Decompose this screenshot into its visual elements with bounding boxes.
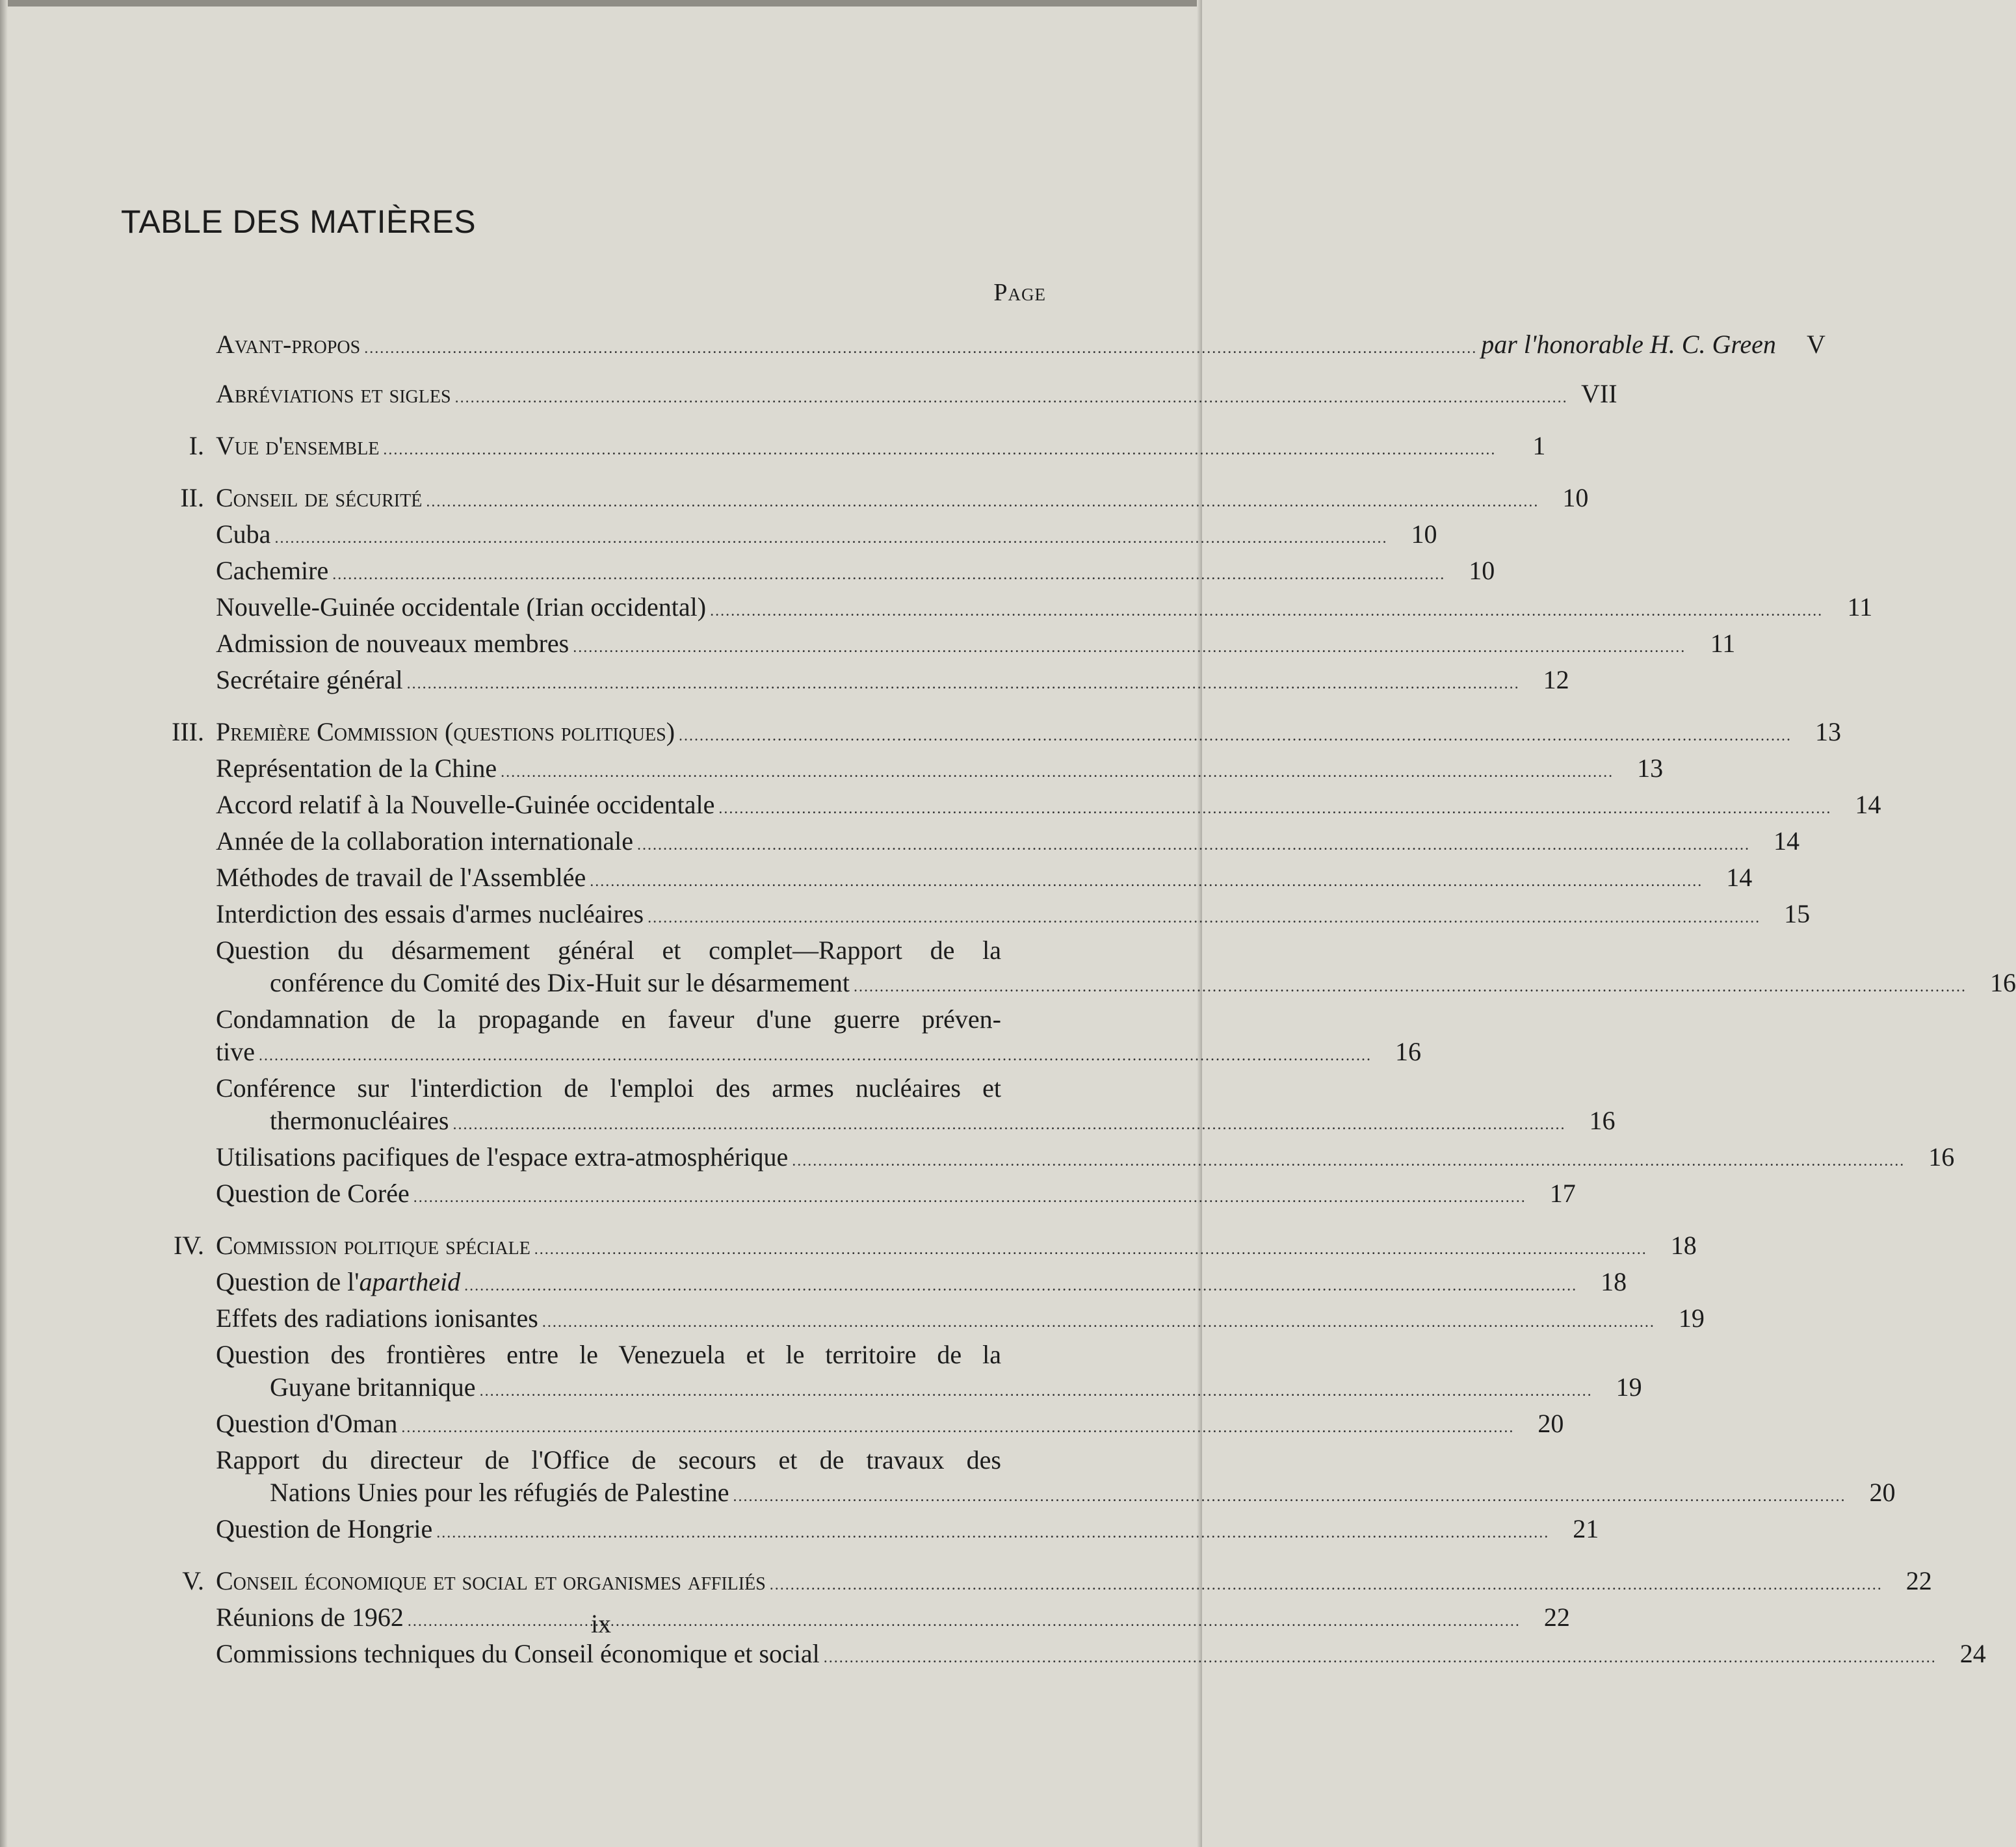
- leader-dots: [718, 793, 1831, 825]
- toc-page-number: 22: [1543, 1603, 1570, 1632]
- toc-entry: [150, 752, 1664, 789]
- toc-page-number: 20: [1869, 1478, 1896, 1507]
- toc-entry-row: [150, 1638, 1986, 1674]
- toc-entry-label: Question de l': [216, 1267, 360, 1296]
- toc-entry-label: Condamnation de la propagande en faveur d'une guerre préven-: [216, 1004, 1001, 1034]
- toc-entry: [150, 328, 1826, 365]
- leader-dots: [413, 1181, 1526, 1214]
- page-top-edge: [0, 0, 1202, 7]
- toc-page-number: 16: [1589, 1106, 1616, 1135]
- toc-entry-label-continued: Nations Unies pour les réfugiés de Palestine: [270, 1478, 729, 1507]
- toc-entry: [150, 591, 1873, 627]
- leader-dots: [792, 1145, 1905, 1177]
- toc-entry-row: [150, 1266, 1627, 1302]
- leader-dots: [710, 595, 1823, 627]
- toc-entry-row: [150, 861, 1753, 898]
- toc-page-number: 20: [1538, 1409, 1564, 1438]
- toc-entry-row: [150, 664, 1569, 700]
- toc-entry: [150, 378, 1617, 414]
- toc-entry-label: Question d'Oman: [216, 1409, 398, 1438]
- toc-entry: [150, 430, 1546, 466]
- section-number: II.: [180, 483, 204, 512]
- toc-entry-label-wrap: [216, 752, 1617, 789]
- leader-dots: [501, 756, 1614, 789]
- toc-page-number: VII: [1581, 379, 1617, 408]
- leader-dots: [573, 631, 1686, 664]
- toc-entry-label: Commission politique spéciale: [216, 1231, 530, 1260]
- leader-dots: [332, 558, 1445, 591]
- toc-entry-label-wrap: [216, 482, 1543, 518]
- toc-page-number: V: [1807, 330, 1826, 359]
- toc-entry-row: [150, 1141, 1955, 1177]
- toc-entry-label-wrap: [216, 430, 1500, 466]
- leader-dots: [464, 1270, 1577, 1302]
- toc-entry-label-wrap: [216, 1513, 1553, 1549]
- toc-entry: [150, 934, 2016, 1003]
- toc-entry: [150, 1229, 1697, 1266]
- toc-entry-label: Question de Hongrie: [216, 1514, 433, 1543]
- toc-entry-author: par l'honorable H. C. Green: [1481, 330, 1776, 359]
- toc-entry-row: [150, 482, 1589, 518]
- toc-entry-label: Méthodes de travail de l'Assemblée: [216, 863, 586, 892]
- toc-entry-label: Cachemire: [216, 556, 329, 585]
- toc-entry-label: Accord relatif à la Nouvelle-Guinée occidentale: [216, 790, 715, 819]
- toc-entry-label-wrap: [216, 518, 1391, 555]
- page-left-edge: [0, 0, 8, 1847]
- toc-entry-row: [150, 328, 1826, 365]
- toc-entry-label: Rapport du directeur de l'Office de secours et de travaux des: [216, 1445, 1001, 1474]
- leader-dots: [274, 522, 1387, 555]
- toc-entry-label-wrap: [216, 664, 1524, 700]
- table-of-contents: [150, 328, 2016, 1674]
- section-number: I.: [189, 431, 204, 460]
- toc-entry: [150, 1565, 1932, 1601]
- toc-entry-label-wrap: [216, 1229, 1651, 1266]
- toc-entry: [150, 1408, 1564, 1444]
- leader-dots: [679, 720, 1792, 752]
- toc-entry-label: Question de Corée: [216, 1179, 410, 1208]
- leader-dots: [733, 1480, 1846, 1513]
- toc-entry: [150, 1339, 1642, 1408]
- toc-entry-label-wrap: [216, 861, 1707, 898]
- toc-entry-label: Question des frontières entre le Venezuela et le territoire de la: [216, 1340, 1001, 1369]
- toc-entry: [150, 627, 1736, 664]
- toc-entry-row: [150, 752, 1664, 789]
- toc-entry-label: Conseil économique et social et organismes affiliés: [216, 1566, 766, 1595]
- footer-page-number: ix: [590, 1609, 612, 1638]
- toc-entry-label-wrap: [216, 1141, 1909, 1177]
- toc-entry: [150, 1302, 1705, 1339]
- toc-entry-label-wrap: [216, 627, 1690, 664]
- toc-entry-label-wrap: [216, 555, 1449, 591]
- toc-entry-row: [150, 591, 1873, 627]
- toc-entry-label: Cuba: [216, 519, 271, 549]
- toc-entry-row: [150, 898, 1811, 934]
- toc-entry-label-wrap: [216, 378, 1572, 414]
- toc-entry-label-wrap: [216, 328, 1780, 365]
- toc-entry-label: Année de la collaboration internationale: [216, 826, 633, 856]
- toc-entry-label: Abréviations et sigles: [216, 379, 451, 408]
- toc-entry-label-wrap: [216, 1266, 1581, 1302]
- toc-entry-row: [150, 716, 1842, 752]
- leader-dots: [426, 486, 1539, 518]
- toc-entry-label: Interdiction des essais d'armes nucléaires: [216, 899, 644, 928]
- toc-entry-row: [150, 627, 1736, 664]
- leader-dots: [770, 1569, 1883, 1601]
- toc-entry-label-wrap: [216, 898, 1764, 934]
- toc-entry-label: Question du désarmement général et complet—Rapport de la: [216, 936, 1001, 965]
- leader-dots: [364, 332, 1477, 365]
- toc-entry-row: [150, 1229, 1697, 1266]
- toc-entry-label: Conseil de sécurité: [216, 483, 423, 512]
- leader-dots: [455, 382, 1568, 414]
- leader-dots: [590, 865, 1703, 898]
- toc-entry-label: Conférence sur l'interdiction de l'emploi des armes nucléaires et: [216, 1073, 1001, 1103]
- toc-page-number: 18: [1601, 1267, 1627, 1296]
- toc-entry-row: [150, 789, 1881, 825]
- toc-page-number: 13: [1637, 753, 1664, 783]
- toc-entry-label-continued: Guyane britannique: [270, 1372, 476, 1402]
- toc-entry-continuation-row: [150, 967, 2016, 1003]
- leader-dots: [637, 829, 1750, 861]
- toc-page-number: 14: [1773, 826, 1800, 856]
- toc-entry: [150, 1266, 1627, 1302]
- toc-page-number: 11: [1710, 629, 1736, 658]
- leader-dots: [452, 1108, 1565, 1141]
- toc-entry-row: [150, 1513, 1599, 1549]
- toc-entry-continuation-row: [150, 1476, 1896, 1513]
- toc-entry-label-continued: thermonucléaires: [270, 1106, 449, 1135]
- toc-page-number: 14: [1855, 790, 1881, 819]
- toc-entry-label-continued: conférence du Comité des Dix-Huit sur le désarmement: [270, 968, 850, 997]
- leader-dots: [383, 434, 1496, 466]
- leader-dots: [480, 1375, 1593, 1408]
- toc-entry-label-wrap: [270, 1476, 1850, 1513]
- toc-entry-label: Commissions techniques du Conseil économique et social: [216, 1639, 820, 1668]
- toc-page-number: 14: [1726, 863, 1753, 892]
- toc-entry-label: Première Commission (questions politiques): [216, 717, 675, 746]
- toc-page-number: 13: [1815, 717, 1842, 746]
- toc-page-number: 16: [1928, 1142, 1955, 1172]
- section-number: V.: [182, 1566, 204, 1595]
- toc-entry: [150, 716, 1842, 752]
- toc-entry-label-wrap: [216, 1036, 1376, 1072]
- leader-dots: [542, 1306, 1655, 1339]
- toc-entry-label: Effets des radiations ionisantes: [216, 1303, 538, 1333]
- section-number: IV.: [173, 1231, 204, 1260]
- toc-entry-label: Vue d'ensemble: [216, 431, 380, 460]
- toc-entry-label: Nouvelle-Guinée occidentale (Irian occidental): [216, 592, 707, 622]
- toc-entry: [150, 1638, 1986, 1674]
- leader-dots: [436, 1517, 1549, 1549]
- toc-page-number: 12: [1543, 665, 1569, 694]
- toc-entry-row: [150, 430, 1546, 466]
- toc-entry-label-wrap: [216, 1565, 1887, 1601]
- leader-dots: [824, 1642, 1937, 1674]
- toc-page-number: 10: [1469, 556, 1495, 585]
- toc-page-number: 19: [1616, 1372, 1642, 1402]
- toc-entry: [150, 898, 1811, 934]
- toc-page-number: 11: [1847, 592, 1873, 622]
- toc-entry-row: [150, 1408, 1564, 1444]
- toc-entry-label-wrap: [270, 967, 1970, 1003]
- toc-entry-row: [150, 1565, 1932, 1601]
- toc-entry-row: [150, 1177, 1576, 1214]
- toc-entry: [150, 1177, 1576, 1214]
- toc-entry-label: Réunions de 1962: [216, 1603, 404, 1632]
- toc-page-number: 24: [1959, 1639, 1986, 1668]
- toc-entry-label: Avant-propos: [216, 330, 361, 359]
- toc-entry-row: [150, 518, 1437, 555]
- leader-dots: [648, 902, 1761, 934]
- toc-page-number: 10: [1562, 483, 1589, 512]
- toc-entry-label: Utilisations pacifiques de l'espace extra-atmosphérique: [216, 1142, 789, 1172]
- toc-entry: [150, 1141, 1955, 1177]
- toc-entry-row: [150, 1302, 1705, 1339]
- toc-entry-label-italic: apartheid: [359, 1267, 461, 1296]
- toc-entry-row: [150, 378, 1617, 414]
- toc-page-number: 19: [1678, 1303, 1705, 1333]
- toc-entry-label-wrap: [216, 716, 1796, 752]
- toc-entry: [150, 1003, 1421, 1072]
- toc-entry-continuation-row: [150, 1105, 1616, 1141]
- toc-page-number: 18: [1670, 1231, 1697, 1260]
- toc-entry-label-wrap: [270, 1105, 1569, 1141]
- toc-entry-label-wrap: [216, 1177, 1530, 1214]
- toc-entry-row: [150, 555, 1495, 591]
- toc-entry-label: Admission de nouveaux membres: [216, 629, 569, 658]
- toc-page-number: 16: [1989, 968, 2016, 997]
- toc-entry-continuation-row: [150, 1371, 1642, 1408]
- toc-entry: [150, 1513, 1599, 1549]
- toc-entry-label-wrap: [216, 825, 1754, 861]
- toc-entry: [150, 1072, 1616, 1141]
- toc-page-number: 22: [1905, 1566, 1932, 1595]
- toc-page-number: 15: [1784, 899, 1811, 928]
- toc-entry-label-wrap: [216, 591, 1827, 627]
- toc-entry: [150, 482, 1589, 518]
- toc-entry: [150, 861, 1753, 898]
- toc-entry: [150, 789, 1881, 825]
- toc-entry-label: Secrétaire général: [216, 665, 403, 694]
- toc-page-number: 1: [1532, 431, 1546, 460]
- page-title: TABLE DES MATIÈRES: [121, 203, 477, 240]
- toc-page-number: 16: [1394, 1037, 1421, 1066]
- leader-dots: [259, 1040, 1372, 1072]
- leader-dots: [854, 971, 1967, 1003]
- toc-entry-label-wrap: [270, 1371, 1597, 1408]
- leader-dots: [401, 1411, 1514, 1444]
- toc-entry-continuation-row: [150, 1036, 1421, 1072]
- toc-page-number: 10: [1411, 519, 1437, 549]
- toc-entry: [150, 825, 1800, 861]
- toc-entry-label-wrap: [216, 1638, 1941, 1674]
- page-column-header: Page: [993, 279, 1046, 306]
- toc-entry: [150, 555, 1495, 591]
- toc-page-number: 17: [1549, 1179, 1576, 1208]
- leader-dots: [407, 668, 1520, 700]
- toc-entry-label-wrap: [216, 789, 1835, 825]
- toc-entry: [150, 664, 1569, 700]
- toc-entry-label-wrap: [216, 1408, 1518, 1444]
- toc-entry: [150, 518, 1437, 555]
- toc-entry-row: [150, 825, 1800, 861]
- toc-entry: [150, 1444, 1896, 1513]
- toc-page-number: 21: [1573, 1514, 1599, 1543]
- leader-dots: [534, 1233, 1647, 1266]
- toc-entry-label-wrap: [216, 1302, 1659, 1339]
- section-number: III.: [172, 717, 204, 746]
- toc-entry-label: Représentation de la Chine: [216, 753, 497, 783]
- toc-entry-label-continued: tive: [216, 1037, 255, 1066]
